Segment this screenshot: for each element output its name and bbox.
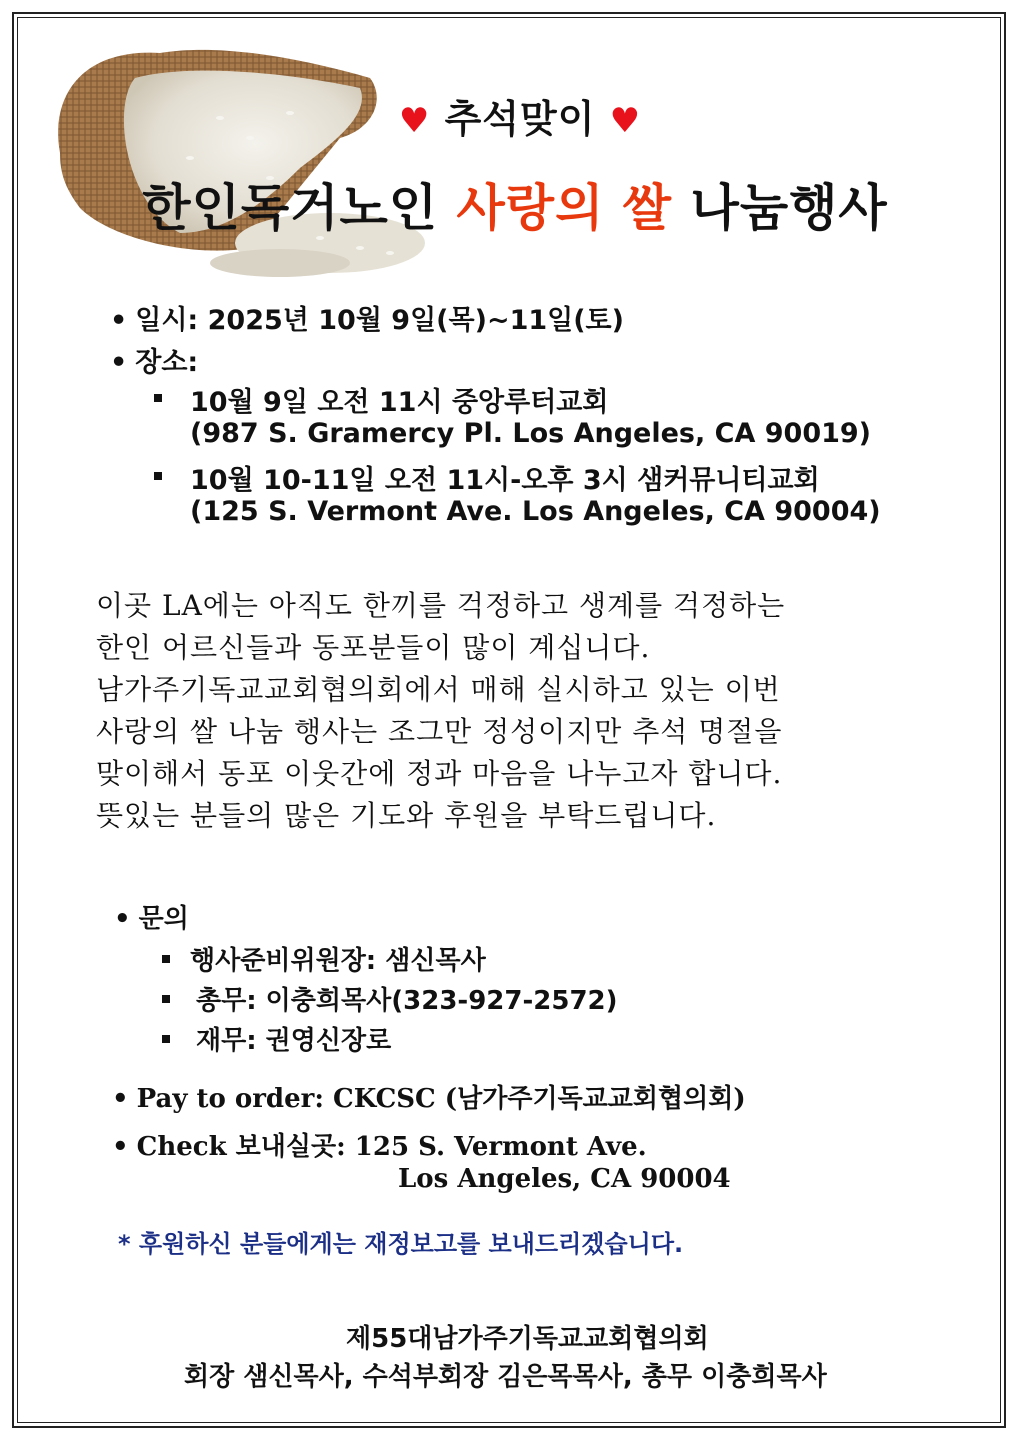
financial-report-note: * 후원하신 분들에게는 재정보고를 보내드리겠습니다.	[118, 1230, 684, 1258]
subtitle-text: 추석맞이	[444, 97, 596, 141]
title-part1: 한인독거노인	[142, 179, 457, 237]
location-1-address: (987 S. Gramercy Pl. Los Angeles, CA 90019)	[190, 418, 872, 449]
contact-treasurer: 재무: 권영신장로	[196, 1026, 392, 1056]
event-title	[100, 168, 930, 240]
message-line: 한인 어르신들과 동포분들이 많이 계십니다.	[96, 631, 651, 664]
contact-label	[114, 898, 189, 935]
rice-sack-image	[40, 18, 440, 288]
heart-icon: ♥	[609, 101, 642, 141]
event-date-text: 일시: 2025년 10월 9일(목)~11일(토)	[135, 305, 624, 336]
message-line: 사랑의 쌀 나눔 행사는 조그만 정성이지만 추석 명절을	[96, 715, 783, 748]
square-bullet-icon	[154, 472, 162, 480]
message-line: 맞이해서 동포 이웃간에 정과 마음을 나누고자 합니다.	[96, 757, 783, 790]
location-2-address: (125 S. Vermont Ave. Los Angeles, CA 90004)	[190, 496, 881, 527]
check-line1-text: Check 보내실곳: 125 S. Vermont Ave.	[136, 1132, 647, 1162]
pay-to-text: Pay to order: CKCSC (남가주기독교교회협의회)	[136, 1084, 746, 1114]
title-part2: 나눔행사	[672, 179, 888, 237]
message-line: 이곳 LA에는 아직도 한끼를 걱정하고 생계를 걱정하는	[96, 589, 786, 622]
contact-secretary: 총무: 이충희목사(323-927-2572)	[196, 986, 618, 1016]
message-line: 뜻있는 분들의 많은 기도와 후원을 부탁드립니다.	[96, 799, 717, 832]
officers-list: 회장 샘신목사, 수석부회장 김은목목사, 총무 이충희목사	[184, 1362, 827, 1392]
pay-to-order	[112, 1078, 746, 1115]
square-bullet-icon	[162, 995, 170, 1003]
place-label-text: 장소:	[135, 347, 199, 378]
square-bullet-icon	[162, 955, 170, 963]
location-2-line1: 10월 10-11일 오전 11시-오후 3시 샘커뮤니티교회	[190, 465, 820, 496]
check-address-line1	[112, 1126, 647, 1163]
heart-icon: ♥	[398, 101, 431, 141]
location-1-line1: 10월 9일 오전 11시 중앙루터교회	[190, 387, 609, 418]
square-bullet-icon	[154, 394, 162, 402]
message-line: 남가주기독교교회협의회에서 매해 실시하고 있는 이번	[96, 673, 781, 706]
event-subtitle	[360, 88, 680, 143]
contact-chair: 행사준비위원장: 샘신목사	[190, 946, 486, 976]
contact-label-text: 문의	[138, 904, 189, 934]
check-address-line2: Los Angeles, CA 90004	[398, 1164, 731, 1194]
event-date	[110, 298, 624, 337]
message-paragraph	[96, 585, 916, 837]
event-place-label	[110, 340, 198, 379]
square-bullet-icon	[162, 1035, 170, 1043]
title-highlight: 사랑의 쌀	[456, 179, 673, 237]
organization-name: 제55대남가주기독교교회협의회	[346, 1324, 709, 1354]
